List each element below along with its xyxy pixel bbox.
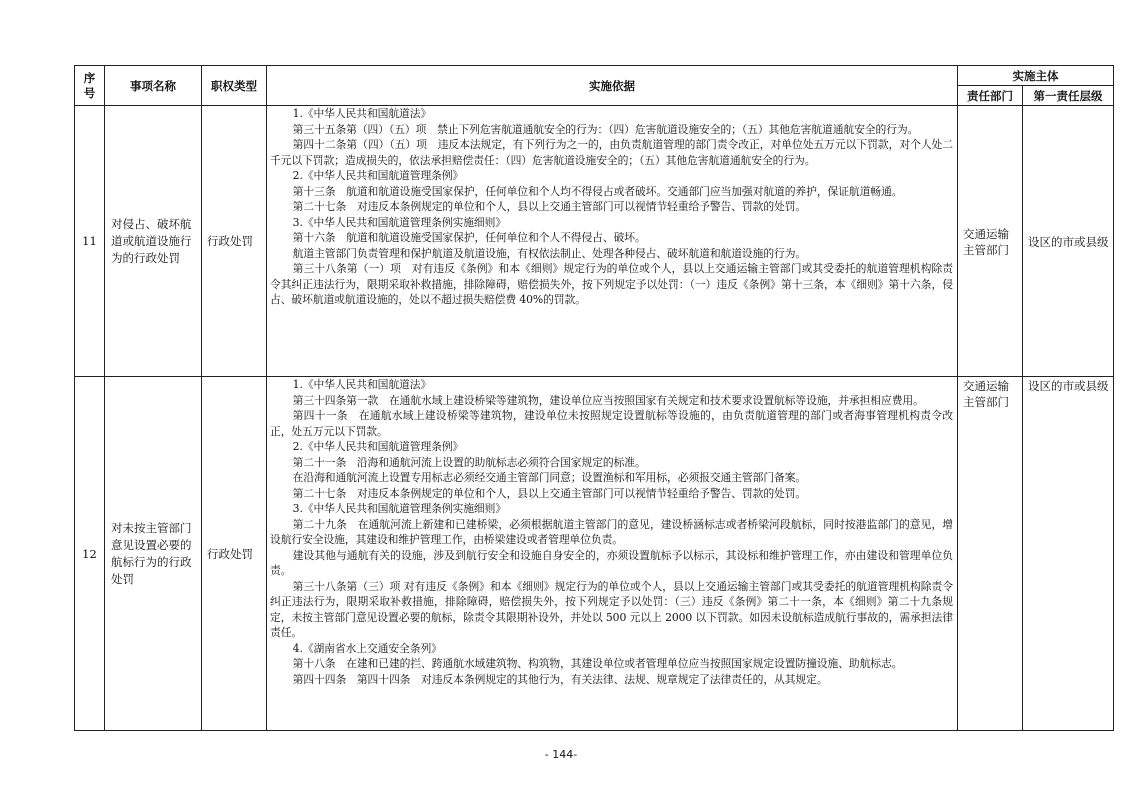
row-basis (267, 377, 958, 731)
basis-paragraph: 第三十五条第（四）（五）项 禁止下列危害航道通航安全的行为：（四）危害航道设施安全的；（五）其他危害航道通航安全的行为。 (292, 122, 919, 136)
basis-paragraph: 第三十八条第（一）项 对有违反《条例》和本《细则》规定行为的单位或个人，县以上交通运输主管部门或其受委托的航道管理机构除责令其纠正违法行为，限期采取补救措施，排除障碍，赔偿损失外，按下列规定予以处罚：（一）违反《条例》第十三条，本《细则》第十六条，侵占、破坏航道或航道设施的，处以不超过损失赔偿费 40%的罚款。 (270, 262, 953, 306)
row-responsibility-level: 设区的市或县级 (1023, 377, 1114, 731)
row-responsible-dept: 交通运输主管部门 (958, 377, 1023, 731)
basis-paragraph: 4.《湖南省水上交通安全条列》 (292, 641, 442, 655)
row-power-type: 行政处罚 (202, 106, 267, 377)
basis-paragraph: 第二十七条 对违反本条例规定的单位和个人，县以上交通主管部门可以视情节轻重给予警告、罚款的处罚。 (292, 200, 807, 213)
basis-paragraph: 第四十四条 第四十四条 对违反本条例规定的其他行为，有关法律、法规、规章规定了法律责任的，从其规定。 (292, 672, 828, 686)
basis-paragraph: 1.《中华人民共和国航道法》 (292, 378, 432, 391)
table-row (75, 377, 1114, 731)
basis-paragraph: 第二十七条 对违反本条例规定的单位和个人，县以上交通主管部门可以视情节轻重给予警告、罚款的处罚。 (292, 486, 807, 500)
page-number: - 144- (544, 748, 578, 761)
basis-paragraph: 第三十四条第一款 在通航水域上建设桥梁等建筑物，建设单位应当按照国家有关规定和技术要求设置航标等设施，并承担相应费用。 (292, 393, 924, 407)
header-seq: 序号 (75, 66, 105, 106)
header-name: 事项名称 (105, 66, 202, 106)
row-seq: 11 (75, 106, 105, 377)
header-dept: 责任部门 (958, 86, 1023, 106)
basis-paragraph: 第三十八条第（三）项 对有违反《条例》和本《细则》规定行为的单位或个人，县以上交通运输主管部门或其受委托的航道管理机构除责令纠正违法行为，限期采取补救措施，排除障碍，赔偿损失外，按下列规定予以处罚：（三）违反《条例》第二十一条，本《细则》第二十九条规定，未按主管部门意见设置必要的航标，除责令其限期补设外，并处以 500 元以上 2000 以下罚款。如因未设航标造成航行事故的，需承担法律责任。 (270, 579, 953, 639)
row-responsible-dept: 交通运输主管部门 (958, 106, 1023, 377)
row-seq: 12 (75, 377, 105, 731)
basis-paragraph: 在沿海和通航河流上设置专用标志必须经交通主管部门同意；设置渔标和军用标，必须报交通主管部门备案。 (292, 471, 807, 484)
basis-paragraph: 第二十一条 沿海和通航河流上设置的助航标志必须符合国家规定的标准。 (292, 455, 646, 469)
basis-paragraph: 3.《中华人民共和国航道管理条例实施细则》 (292, 502, 507, 515)
row-responsibility-level: 设区的市或县级 (1023, 106, 1114, 377)
row-item-name: 对侵占、破坏航道或航道设施行为的行政处罚 (105, 106, 202, 377)
basis-paragraph: 3.《中华人民共和国航道管理条例实施细则》 (292, 215, 507, 229)
basis-paragraph: 第二十九条 在通航河流上新建和已建桥梁，必须根据航道主管部门的意见，建设桥涵标志或者桥梁河段航标，同时按港监部门的意见，增设航行安全设施，其建设和维护管理工作，由桥梁建设或者管理单位负责。 (270, 517, 953, 546)
header-subject: 实施主体 (958, 66, 1114, 86)
header-level: 第一责任层级 (1023, 86, 1114, 106)
table-row (75, 106, 1114, 377)
basis-paragraph: 第四十一条 在通航水域上建设桥梁等建筑物，建设单位未按照规定设置航标等设施的，由负责航道管理的部门或者海事管理机构责令改正，处五万元以下罚款。 (270, 409, 953, 438)
basis-paragraph: 2.《中华人民共和国航道管理条例》 (292, 440, 464, 453)
basis-paragraph: 航道主管部门负责管理和保护航道及航道设施，有权依法制止、处理各种侵占、破坏航道和航道设施的行为。 (292, 246, 807, 260)
basis-paragraph: 2.《中华人民共和国航道管理条例》 (292, 169, 464, 182)
header-type: 职权类型 (202, 66, 267, 106)
row-item-name: 对未按主管部门意见设置必要的航标行为的行政处罚 (105, 377, 202, 731)
basis-paragraph: 第十三条 航道和航道设施受国家保护，任何单位和个人均不得侵占或者破坏。交通部门应当加强对航道的养护，保证航道畅通。 (292, 184, 903, 198)
basis-paragraph: 第十六条 航道和航道设施受国家保护，任何单位和个人不得侵占、破坏。 (292, 231, 646, 244)
enforcement-table (74, 65, 1114, 731)
basis-paragraph: 1.《中华人民共和国航道法》 (292, 107, 432, 120)
row-basis (267, 106, 958, 377)
basis-paragraph: 第四十二条第（四）（五）项 违反本法规定，有下列行为之一的，由负责航道管理的部门责令改正，对单位处五万元以下罚款，对个人处二千元以下罚款；造成损失的，依法承担赔偿责任：（四）危害航道设施安全的；（五）其他危害航道通航安全的行为。 (270, 138, 953, 167)
basis-paragraph: 建设其他与通航有关的设施，涉及到航行安全和设施自身安全的，亦须设置航标予以标示，其设标和维护管理工作，亦由建设和管理单位负责。 (270, 548, 953, 577)
header-basis: 实施依据 (267, 66, 958, 106)
row-power-type: 行政处罚 (202, 377, 267, 731)
basis-paragraph: 第十八条 在建和已建的拦、跨通航水域建筑物、构筑物，其建设单位或者管理单位应当按照国家规定设置防撞设施、助航标志。 (292, 657, 903, 670)
